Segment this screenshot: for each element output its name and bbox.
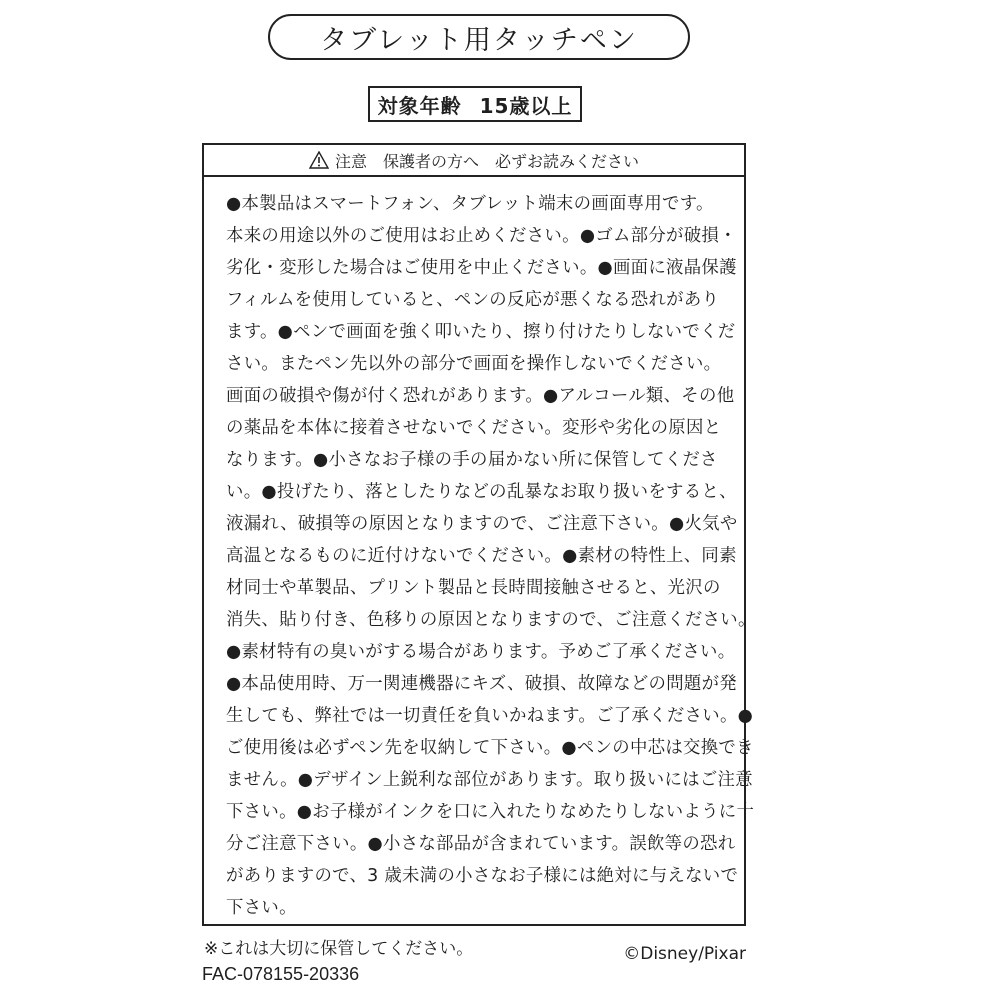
caution-line: さい。またペン先以外の部分で画面を操作しないでください。	[226, 354, 722, 374]
product-title	[268, 14, 690, 60]
caution-line: い。●投げたり、落としたりなどの乱暴なお取り扱いをすると、	[226, 482, 737, 502]
caution-line: の薬品を本体に接着させないでください。変形や劣化の原因と	[226, 418, 722, 438]
caution-line: 分ご注意下さい。●小さな部品が含まれています。誤飲等の恐れ	[226, 834, 736, 854]
copyright-notice: ©Disney/Pixar	[623, 944, 746, 964]
storage-note: ※これは大切に保管してください。	[204, 939, 474, 959]
warning-triangle-icon	[309, 151, 329, 169]
caution-line: フィルムを使用していると、ペンの反応が悪くなる恐れがあり	[226, 290, 720, 310]
age-value: 15歳以上	[479, 93, 573, 118]
caution-header	[204, 145, 744, 177]
product-code: FAC-078155-20336	[202, 964, 360, 984]
age-label: 対象年齢	[377, 93, 462, 118]
caution-line: 本来の用途以外のご使用はお止めください。●ゴム部分が破損・	[226, 226, 737, 246]
caution-line: 下さい。●お子様がインクを口に入れたりなめたりしないように十	[226, 802, 755, 822]
caution-heading: 注意 保護者の方へ 必ずお読みください	[334, 151, 639, 171]
caution-line: ●本品使用時、万一関連機器にキズ、破損、故障などの問題が発	[226, 674, 737, 694]
caution-notice	[202, 143, 756, 926]
caution-line: 下さい。	[226, 898, 297, 918]
caution-line: ません。●デザイン上鋭利な部位があります。取り扱いにはご注意	[226, 770, 753, 790]
caution-line: 高温となるものに近付けないでください。●素材の特性上、同素	[226, 546, 737, 566]
caution-line: 画面の破損や傷が付く恐れがあります。●アルコール類、その他	[226, 386, 735, 406]
caution-line: 劣化・変形した場合はご使用を中止ください。●画面に液晶保護	[226, 258, 737, 278]
caution-line: ●本製品はスマートフォン、タブレット端末の画面専用です。	[226, 194, 714, 214]
caution-line: 消失、貼り付き、色移りの原因となりますので、ご注意ください。	[226, 610, 756, 630]
caution-line: がありますので、3 歳未満の小さなお子様には絶対に与えないで	[226, 866, 739, 886]
caution-line: なります。●小さなお子様の手の届かない所に保管してくださ	[226, 450, 718, 470]
age-badge	[368, 86, 582, 122]
caution-line: 液漏れ、破損等の原因となりますので、ご注意下さい。●火気や	[226, 514, 738, 534]
caution-line: 材同士や革製品、プリント製品と長時間接触させると、光沢の	[226, 578, 721, 598]
caution-line: ●素材特有の臭いがする場合があります。予めご了承ください。	[226, 642, 736, 662]
product-title-text: タブレット用タッチペン	[320, 24, 638, 56]
caution-line: ご使用後は必ずペン先を収納して下さい。●ペンの中芯は交換でき	[226, 738, 754, 758]
caution-line: ます。●ペンで画面を強く叩いたり、擦り付けたりしないでくだ	[226, 322, 736, 342]
caution-line: 生しても、弊社では一切責任を負いかねます。ご了承ください。●	[226, 706, 754, 726]
